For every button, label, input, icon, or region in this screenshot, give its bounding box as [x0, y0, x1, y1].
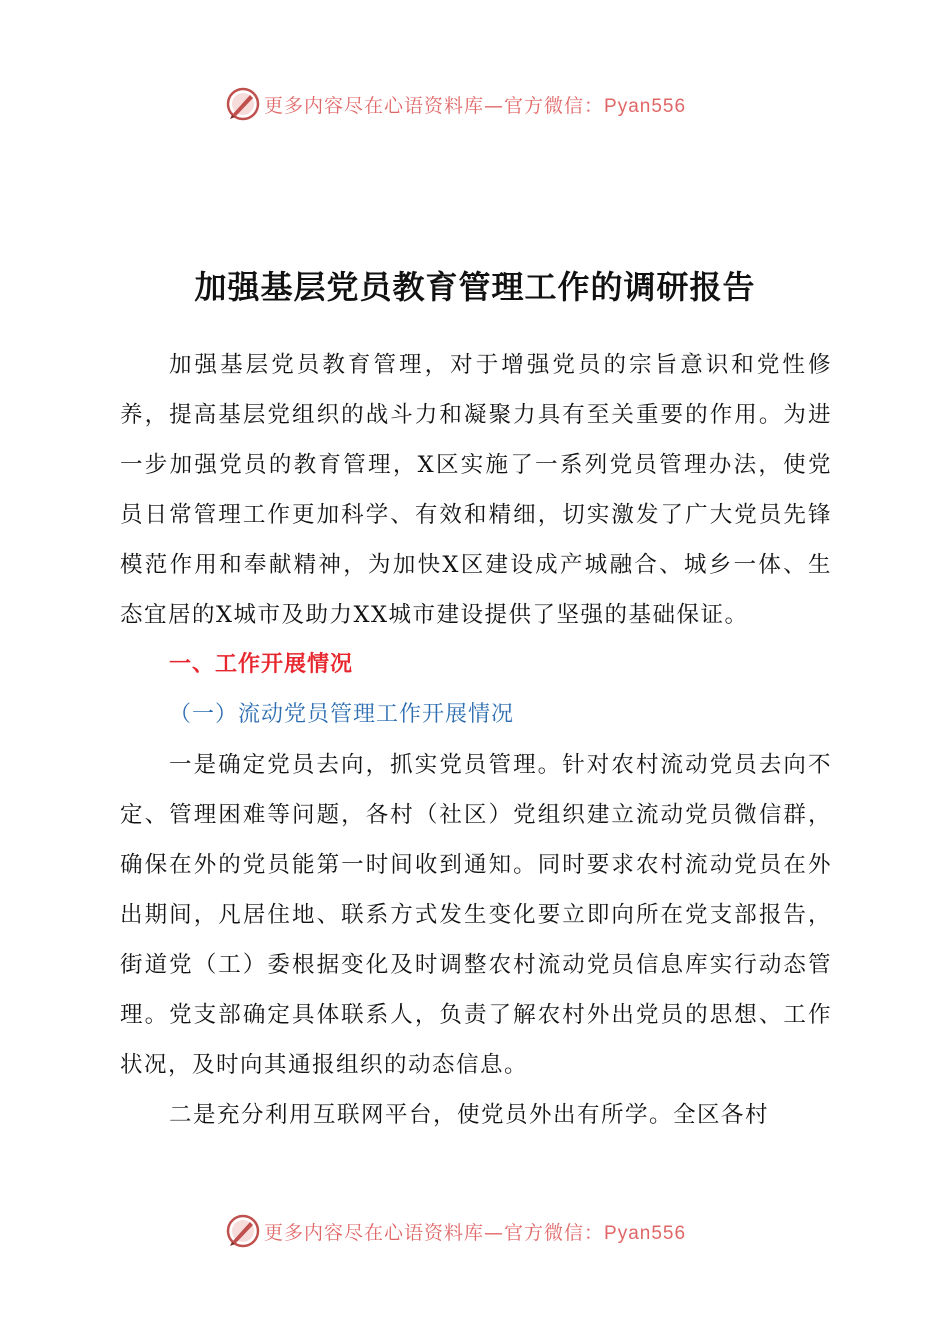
body-paragraph-2: 二是充分利用互联网平台，使党员外出有所学。全区各村: [169, 1102, 770, 1128]
watermark-header: [226, 84, 686, 124]
section-heading: 一、工作开展情况: [169, 652, 354, 677]
watermark-text: [264, 91, 686, 118]
watermark-text: [264, 1218, 686, 1245]
document-body: [120, 340, 832, 1140]
watermark-footer: [226, 1211, 686, 1251]
subsection-heading: （一）流动党员管理工作开展情况: [169, 702, 515, 727]
pen-logo-icon: [226, 87, 260, 121]
pen-logo-icon: [226, 1214, 260, 1248]
watermark-text-cn: 更多内容尽在心语资料库—官方微信：: [264, 94, 605, 117]
watermark-wechat-id: Pyan556: [604, 95, 687, 117]
intro-paragraph: 加强基层党员教育管理，对于增强党员的宗旨意识和党性修养，提高基层党组织的战斗力和凝聚力具有至关重要的作用。为进一步加强党员的教育管理，X区实施了一系列党员管理办法，使党员日常管理工作更加科学、有效和精细，切实激发了广大党员先锋模范作用和奉献精神，为加快X区建设成产城融合、城乡一体、生态宜居的X城市及助力XX城市建设提供了坚强的基础保证。: [120, 352, 832, 628]
body-paragraph-1: 一是确定党员去向，抓实党员管理。针对农村流动党员去向不定、管理困难等问题，各村（社区）党组织建立流动党员微信群，确保在外的党员能第一时间收到通知。同时要求农村流动党员在外出期间，凡居住地、联系方式发生变化要立即向所在党支部报告，街道党（工）委根据变化及时调整农村流动党员信息库实行动态管理。党支部确定具体联系人，负责了解农村外出党员的思想、工作状况，及时向其通报组织的动态信息。: [120, 752, 832, 1078]
watermark-wechat-id: Pyan556: [604, 1222, 687, 1244]
document-title: 加强基层党员教育管理工作的调研报告: [194, 268, 756, 306]
watermark-text-cn: 更多内容尽在心语资料库—官方微信：: [264, 1221, 605, 1244]
